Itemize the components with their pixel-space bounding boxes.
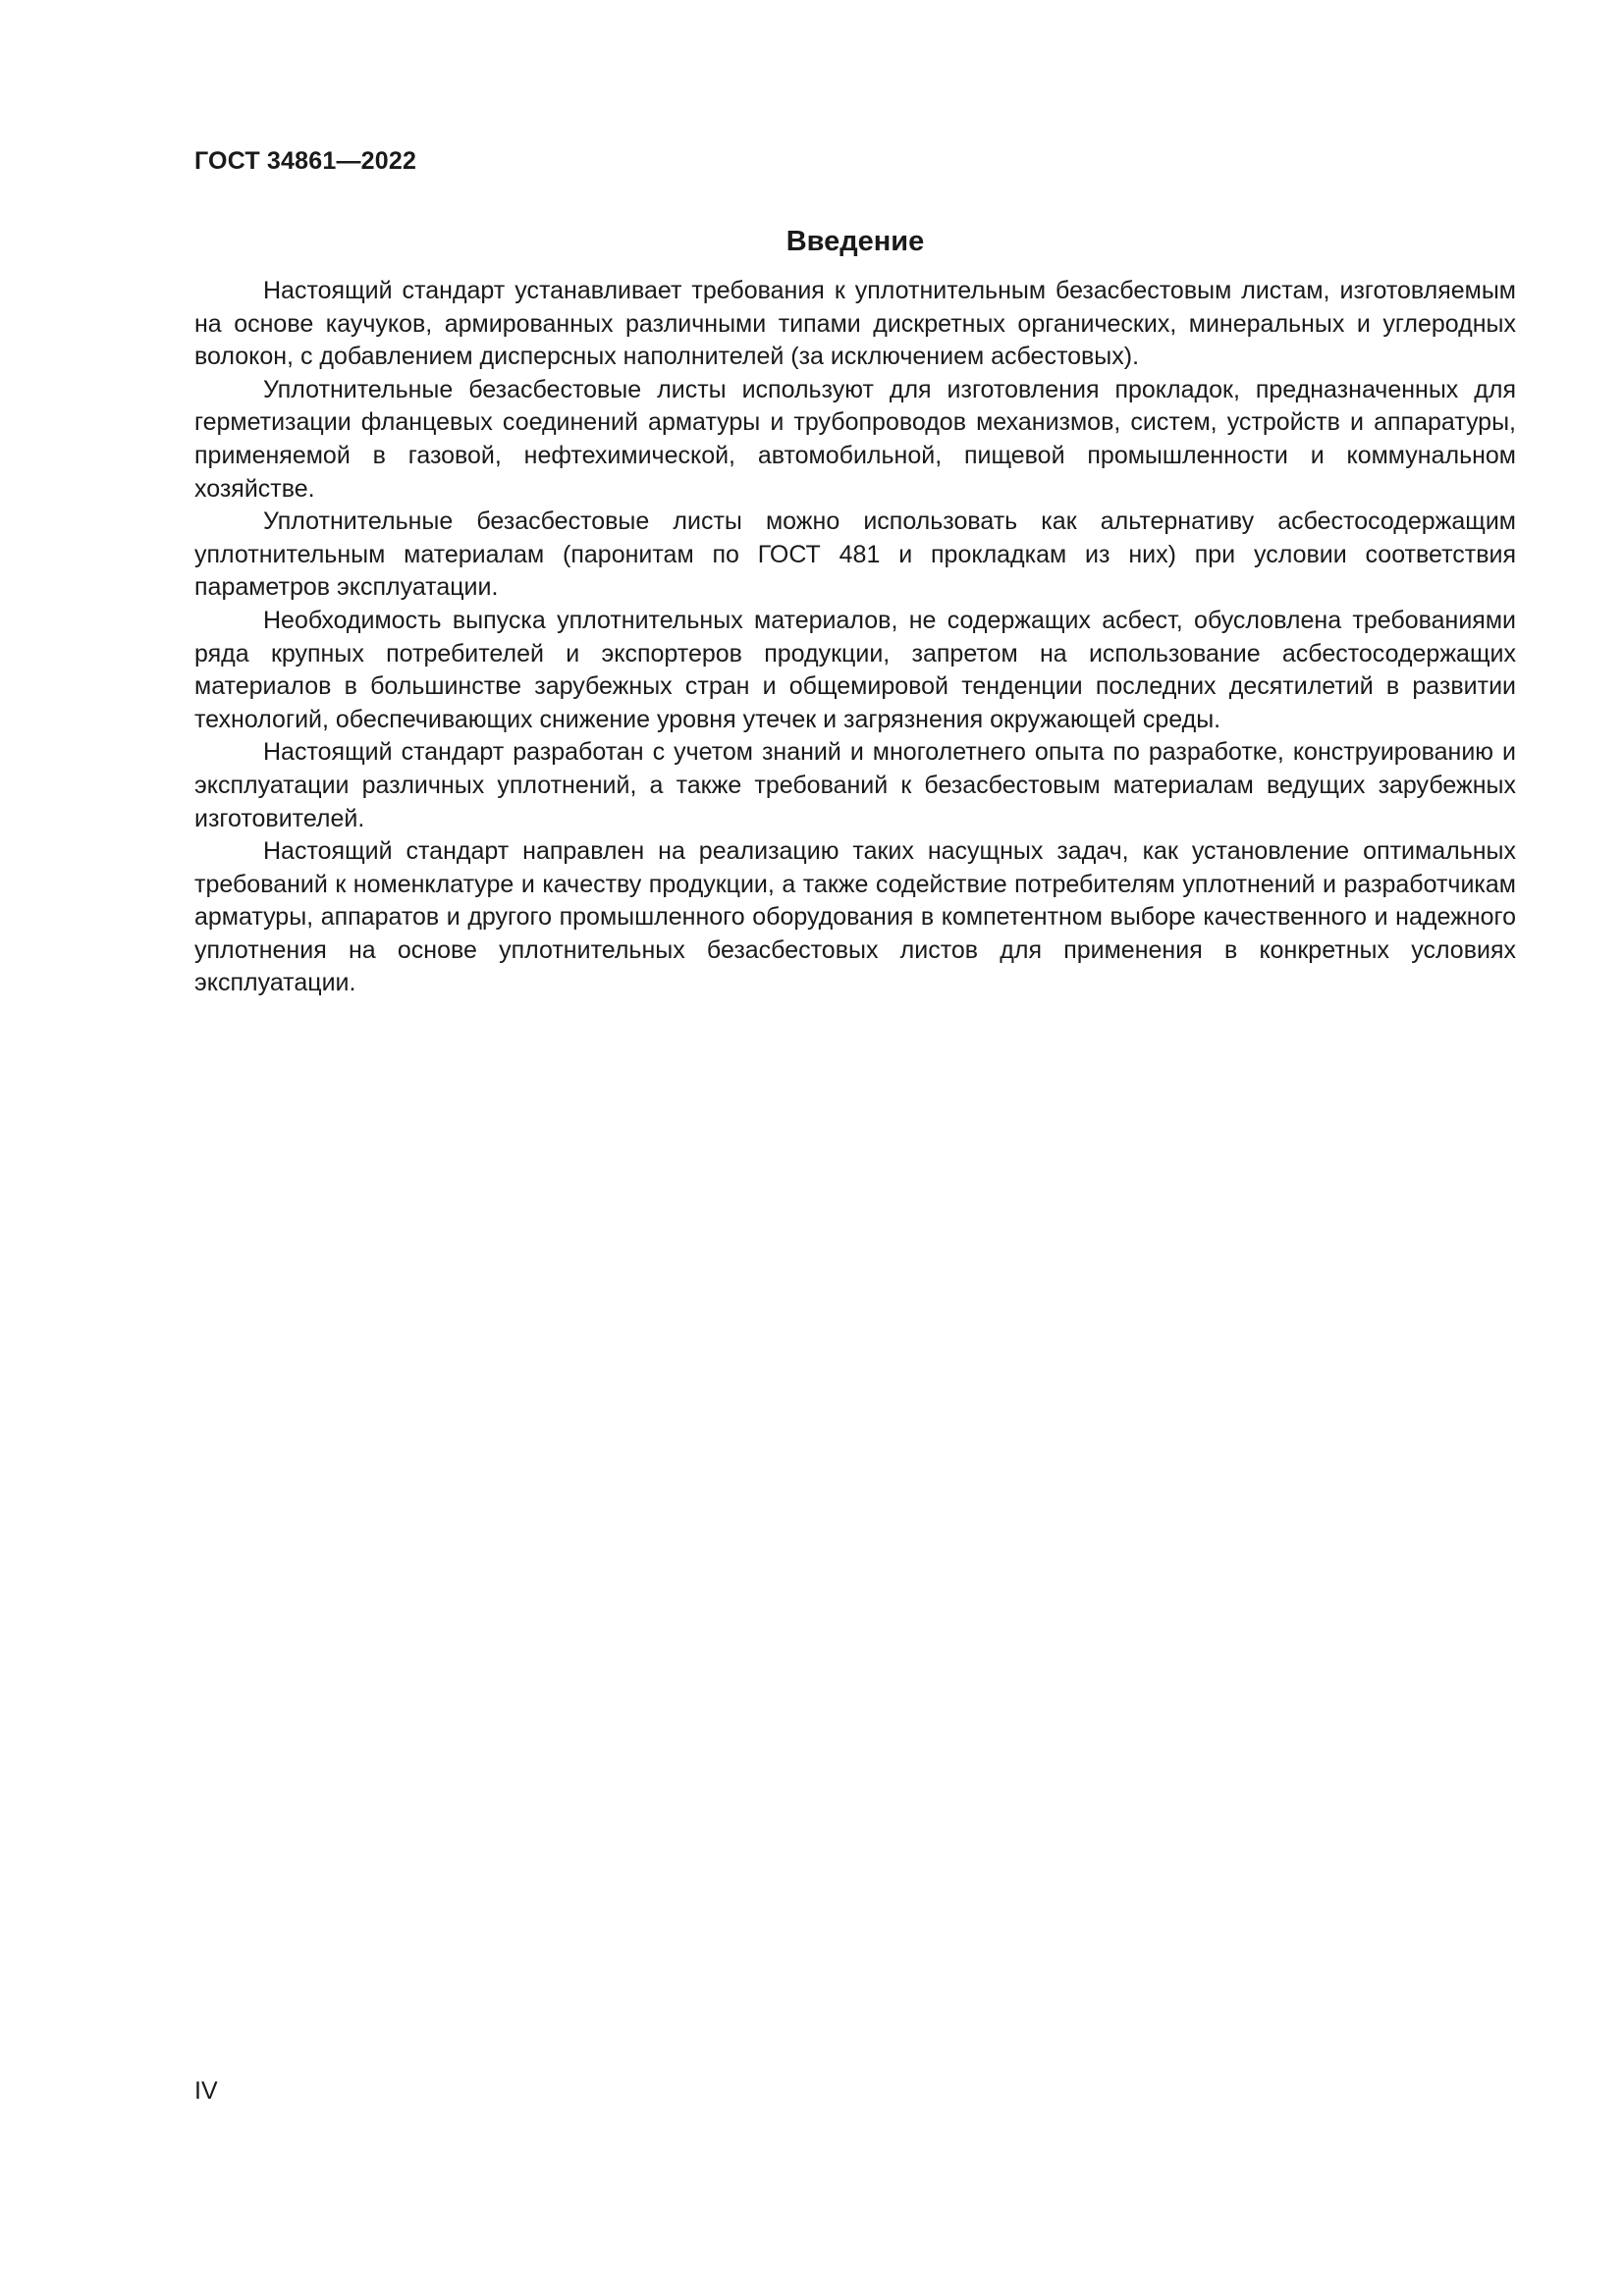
paragraph-5: Настоящий стандарт разработан с учетом знаний и многолетнего опыта по разработке, конструированию и эксплуатации различных уплотнений, а также требований к безасбестовым материалам ведущих зарубежных изготовителей.: [194, 738, 1516, 832]
document-header-id: ГОСТ 34861—2022: [194, 147, 417, 175]
paragraph-1: Настоящий стандарт устанавливает требования к уплотнительным безасбестовым листам, изготовляемым на основе каучуков, армированных различными типами дискретных органических, минеральных и углеродных волокон, с добавлением дисперсных наполнителей (за исключением асбестовых).: [194, 277, 1516, 371]
document-body: [194, 224, 1516, 1000]
paragraph-6: Настоящий стандарт направлен на реализацию таких насущных задач, как установление оптимальных требований к номенклатуре и качеству продукции, а также содействие потребителям уплотнений и разработчикам арматуры, аппаратов и другого промышленного оборудования в компетентном выборе качественного и надежного уплотнения на основе уплотнительных безасбестовых листов для применения в конкретных условиях эксплуатации.: [194, 837, 1516, 997]
paragraph-2: Уплотнительные безасбестовые листы используют для изготовления прокладок, предназначенных для герметизации фланцевых соединений арматуры и трубопроводов механизмов, систем, устройств и аппаратуры, применяемой в газовой, нефтехимической, автомобильной, пищевой промышленности и коммунальном хозяйстве.: [194, 375, 1516, 503]
section-title: Введение: [785, 226, 925, 257]
page-number: IV: [194, 2077, 218, 2105]
paragraph-3: Уплотнительные безасбестовые листы можно использовать как альтернативу асбестосодержащим уплотнительным материалам (паронитам по ГОСТ 481 и прокладкам из них) при условии соответствия параметров эксплуатации.: [194, 507, 1516, 602]
paragraph-4: Необходимость выпуска уплотнительных материалов, не содержащих асбест, обусловлена требованиями ряда крупных потребителей и экспортеров продукции, запретом на использование асбестосодержащих материалов в большинстве зарубежных стран и общемировой тенденции последних десятилетий в развитии технологий, обеспечивающих снижение уровня утечек и загрязнения окружающей среды.: [194, 606, 1516, 733]
